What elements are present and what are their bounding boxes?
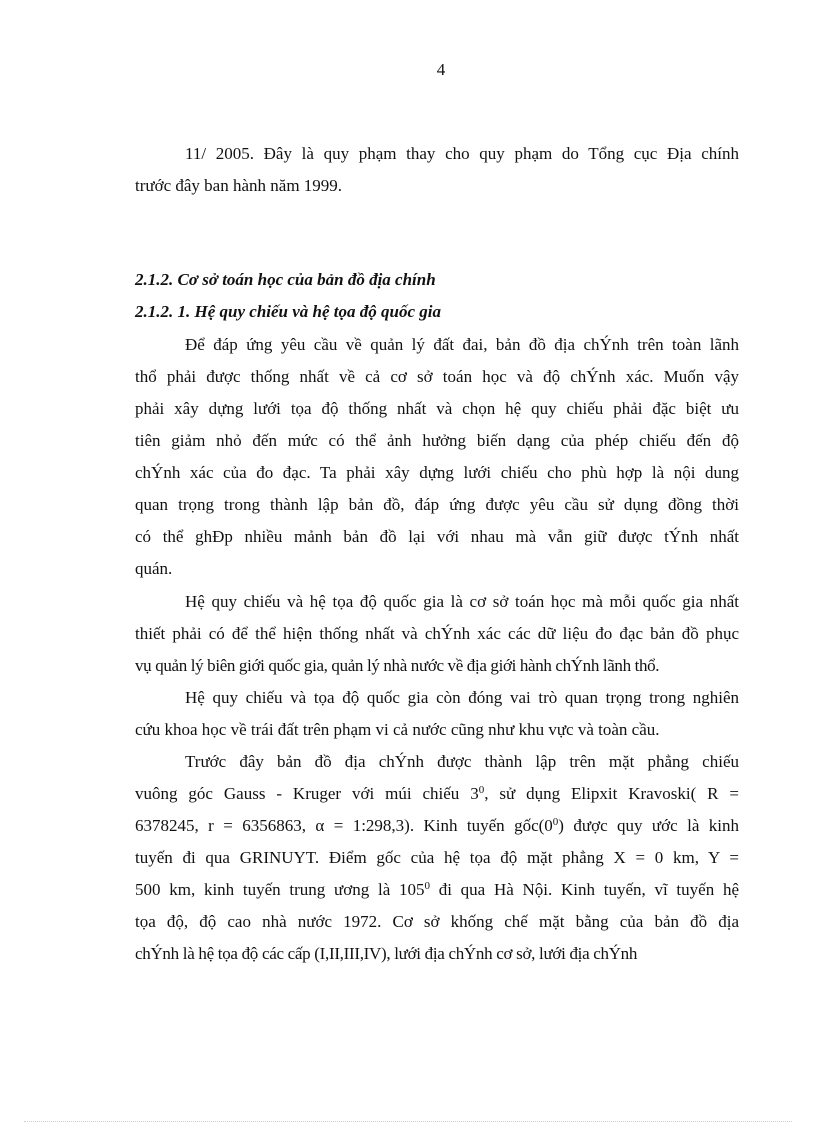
body-text-line: Hệ quy chiếu và hệ tọa độ quốc gia là cơ sở toán học mà mỗi quốc gia nhất: [185, 592, 739, 611]
page-number: 4: [436, 60, 446, 79]
body-text-line: [135, 783, 739, 805]
body-text-line: trước đây ban hành năm 1999.: [135, 176, 343, 195]
text-fragment: vuông góc Gauss - Kruger với múi chiếu 3: [135, 784, 479, 803]
text-fragment: 6378245, r = 6356863, α = 1:298,3). Kinh tuyến gốc(0: [135, 816, 553, 835]
body-text-line: quán.: [135, 559, 173, 578]
body-text-line: có thể ghÐp nhiều mảnh bản đồ lại với nhau mà vẫn giữ được tÝnh nhất: [135, 527, 739, 546]
body-text-line: cứu khoa học về trái đất trên phạm vi cả nước cũng như khu vực và toàn cầu.: [135, 720, 660, 739]
text-fragment: , sử dụng Elipxit Kravoski( R =: [484, 784, 739, 803]
body-text-line: Trước đây bản đồ địa chÝnh được thành lập trên mặt phẳng chiếu: [185, 752, 739, 771]
superscript: 0: [424, 880, 430, 892]
section-heading: 2.1.2. Cơ sở toán học của bản đồ địa chính: [135, 270, 436, 289]
superscript: 0: [478, 784, 485, 796]
body-text-line: 11/ 2005. Đây là quy phạm thay cho quy phạm do Tổng cục Địa chính: [185, 144, 739, 163]
text-fragment: ) được quy ước là kinh: [558, 816, 739, 835]
body-text-line: tọa độ, độ cao nhà nước 1972. Cơ sở khống chế mặt bằng của bản đồ địa: [135, 912, 739, 931]
subsection-heading: 2.1.2. 1. Hệ quy chiếu và hệ tọa độ quốc gia: [135, 302, 441, 321]
body-text-line: Để đáp ứng yêu cầu về quản lý đất đai, bản đồ địa chÝnh trên toàn lãnh: [185, 335, 739, 354]
body-text-line: chÝnh là hệ tọa độ các cấp (I,II,III,IV), lưới địa chÝnh cơ sở, lưới địa chÝnh: [135, 944, 638, 963]
text-fragment: đi qua Hà Nội. Kinh tuyến, vĩ tuyến hệ: [429, 880, 739, 899]
body-text-line: thiết phải có để thể hiện thống nhất và chÝnh xác các dữ liệu đo đạc bản đồ phục: [135, 624, 739, 643]
body-text-line: [135, 815, 739, 837]
body-text-line: tiên giảm nhỏ đến mức có thể ảnh hưởng biến dạng của phép chiếu đến độ: [135, 431, 739, 450]
page-bottom-divider: [24, 1121, 792, 1122]
body-text-line: tuyến đi qua GRINUYT. Điểm gốc của hệ tọa độ mặt phẳng X = 0 km, Y =: [135, 848, 739, 867]
body-text-line: quan trọng trong thành lập bản đồ, đáp ứng được yêu cầu sử dụng đồng thời: [135, 495, 739, 514]
text-fragment: 500 km, kinh tuyến trung ương là 105: [135, 880, 425, 899]
body-text-line: thổ phải được thống nhất về cả cơ sở toán học và độ chÝnh xác. Muốn vậy: [135, 367, 739, 386]
superscript: 0: [552, 816, 559, 828]
body-text-line: vụ quản lý biên giới quốc gia, quản lý nhà nước về địa giới hành chÝnh lãnh thổ.: [135, 656, 660, 675]
body-text-line: chÝnh xác của đo đạc. Ta phải xây dựng lưới chiếu cho phù hợp là nội dung: [135, 463, 739, 482]
body-text-line: [135, 879, 739, 901]
body-text-line: Hệ quy chiếu và tọa độ quốc gia còn đóng vai trò quan trọng trong nghiên: [185, 688, 739, 707]
body-text-line: phải xây dựng lưới tọa độ thống nhất và chọn hệ quy chiếu phải đặc biệt ưu: [135, 399, 739, 418]
